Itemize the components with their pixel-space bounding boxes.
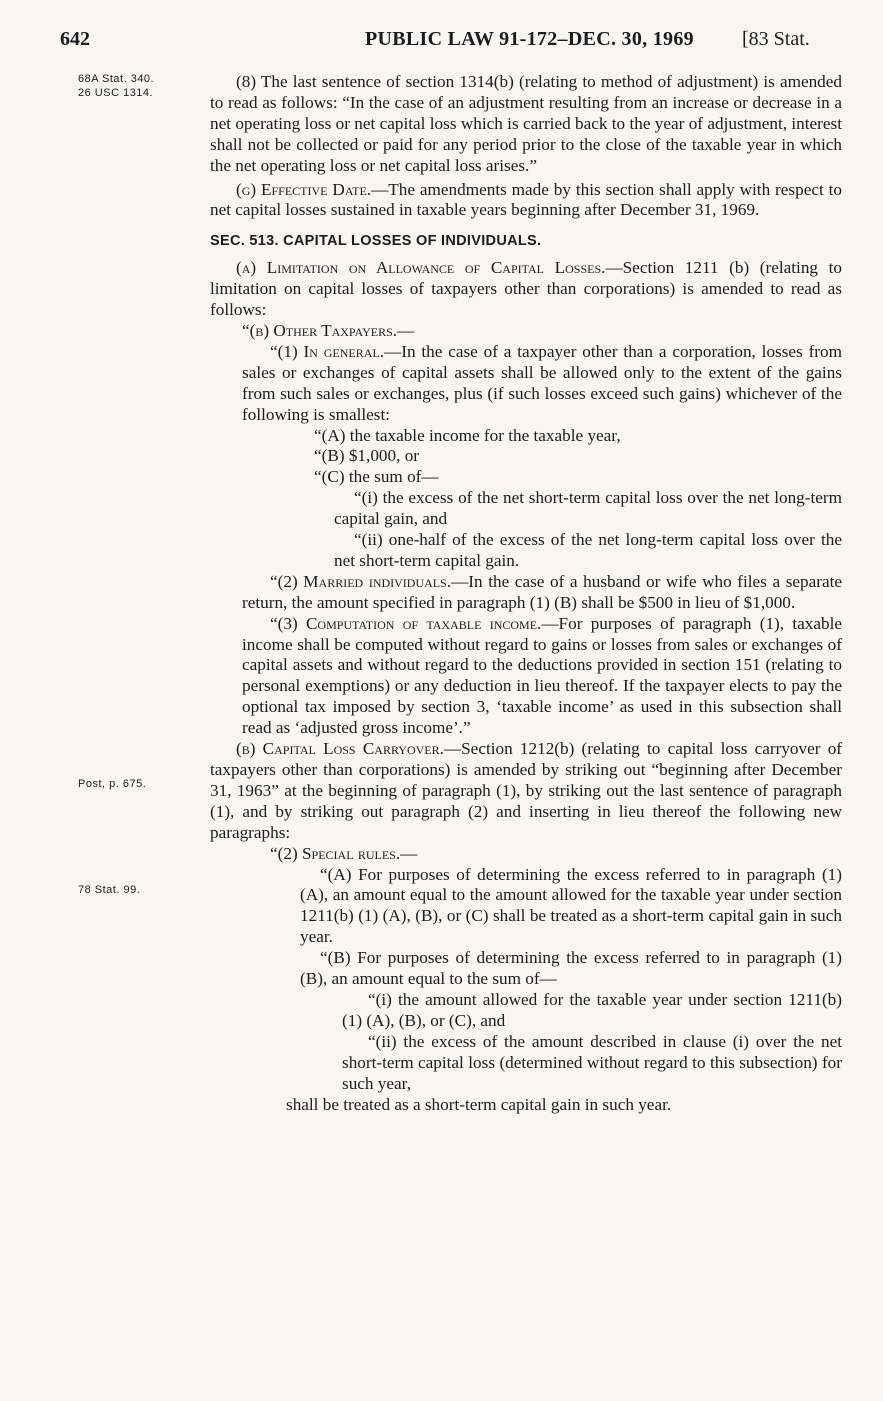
- special-rule-B-i: “(i) the amount allowed for the taxable year under section 1211(b) (1) (A), (B), or (C), and: [342, 989, 842, 1030]
- page-header: [0, 28, 883, 58]
- paragraph-g: [210, 180, 842, 222]
- paragraph-label: “(1) In general.: [270, 341, 385, 361]
- item-C: “(C) the sum of—: [314, 467, 439, 487]
- paragraph-a: [210, 258, 842, 321]
- paragraph-text: —Section 1211 (b) (relating to limitation on capital losses of taxpayers other than corporations) is amended to read as follows:: [210, 258, 842, 320]
- paragraph-b1: [210, 342, 842, 426]
- page-number: 642: [60, 28, 90, 50]
- paragraph-text: —The amendments made by this section shall apply with respect to net capital losses sustained in taxable years beginning after December 31, 1969.: [210, 179, 842, 220]
- paragraph-label: (a) Limitation on Allowance of Capital Losses.: [236, 258, 606, 278]
- subsection-other-taxpayers: “(b) Other Taxpayers.—: [242, 320, 415, 340]
- item-B: “(B) $1,000, or: [314, 446, 420, 466]
- closing-text: shall be treated as a short-term capital gain in such year.: [286, 1094, 672, 1114]
- paragraph-label: “(2) Married individuals.: [270, 571, 452, 591]
- paragraph-8: (8) The last sentence of section 1314(b) (relating to method of adjustment) is amended to read as follows: “In the case of an adjustment resulting from an increase or decrease in a net operating loss or net capital loss which is carried back to the year of adjustment, interest shall not be collected or paid for any period prior to the close of the taxable year in which the net operating loss or net capital loss arises.”: [210, 72, 842, 175]
- special-rule-B: “(B) For purposes of determining the excess referred to in paragraph (1) (B), an amount equal to the sum of—: [300, 948, 842, 989]
- paragraph-text: —For purposes of paragraph (1), taxable income shall be computed without regard to gains or losses from sales or exchanges of capital assets and without regard to the deductions provided in section 151 (relating to personal exemptions) or any deduction in lieu thereof. If the taxpayer elects to pay the optional tax imposed by section 3, ‘taxable income’ as used in this subsection shall read as ‘adjusted gross income’.”: [242, 613, 842, 738]
- page-title: PUBLIC LAW 91-172–DEC. 30, 1969: [365, 28, 694, 50]
- margin-note-stat: 78 Stat. 99.: [78, 884, 141, 896]
- item-C-ii: “(ii) one-half of the excess of the net long-term capital loss over the net short-term capital gain.: [334, 530, 842, 570]
- paragraph-label: “(3) Computation of taxable income.: [270, 613, 542, 633]
- paragraph-label: (g) Effective Date.: [236, 179, 372, 199]
- document-body: [210, 72, 842, 1115]
- item-A: “(A) the taxable income for the taxable year,: [314, 425, 621, 445]
- paragraph-text: —In the case of a taxpayer other than a corporation, losses from sales or exchanges of capital assets shall be allowed only to the extent of the gains from such sales or exchanges, plus (if such losses exceed such gains) whichever of the following is smallest:: [242, 341, 842, 424]
- special-rule-A: “(A) For purposes of determining the excess referred to in paragraph (1) (A), an amount equal to the amount allowed for the taxable year under section 1211(b) (1) (A), (B), or (C) shall be treated as a short-term capital gain in such year.: [300, 864, 842, 947]
- paragraph-b3: [210, 614, 842, 739]
- paragraph-b2: [210, 572, 842, 614]
- special-rule-B-ii: “(ii) the excess of the amount described in clause (i) over the net short-term capital loss (determined without regard to this subsection) for such year,: [342, 1031, 842, 1093]
- margin-note-line: 68A Stat. 340.: [78, 73, 155, 85]
- paragraph-special-rules: “(2) Special rules.—: [270, 843, 418, 863]
- margin-note-citation: [78, 72, 154, 100]
- paragraph-text: —In the case of a husband or wife who files a separate return, the amount specified in paragraph (1) (B) shall be $500 in lieu of $1,000.: [242, 571, 842, 612]
- item-C-i: “(i) the excess of the net short-term capital loss over the net long-term capital gain, and: [334, 488, 842, 529]
- paragraph-text: —Section 1212(b) (relating to capital loss carryover of taxpayers other than corporations) is amended by striking out “beginning after December 31, 1963” at the beginning of paragraph (1), by striking out the last sentence of paragraph (1), and by striking out paragraph (2) and inserting in lieu thereof the following new paragraphs:: [210, 739, 843, 842]
- statute-reference: [83 Stat.: [742, 28, 810, 50]
- margin-note-line: 26 USC 1314.: [78, 87, 154, 99]
- margin-note-post: Post, p. 675.: [78, 778, 147, 790]
- paragraph-label: (b) Capital Loss Carryover.: [236, 739, 444, 759]
- section-heading: SEC. 513. CAPITAL LOSSES OF INDIVIDUALS.: [210, 233, 542, 250]
- paragraph-capital-loss-carryover: [210, 739, 842, 844]
